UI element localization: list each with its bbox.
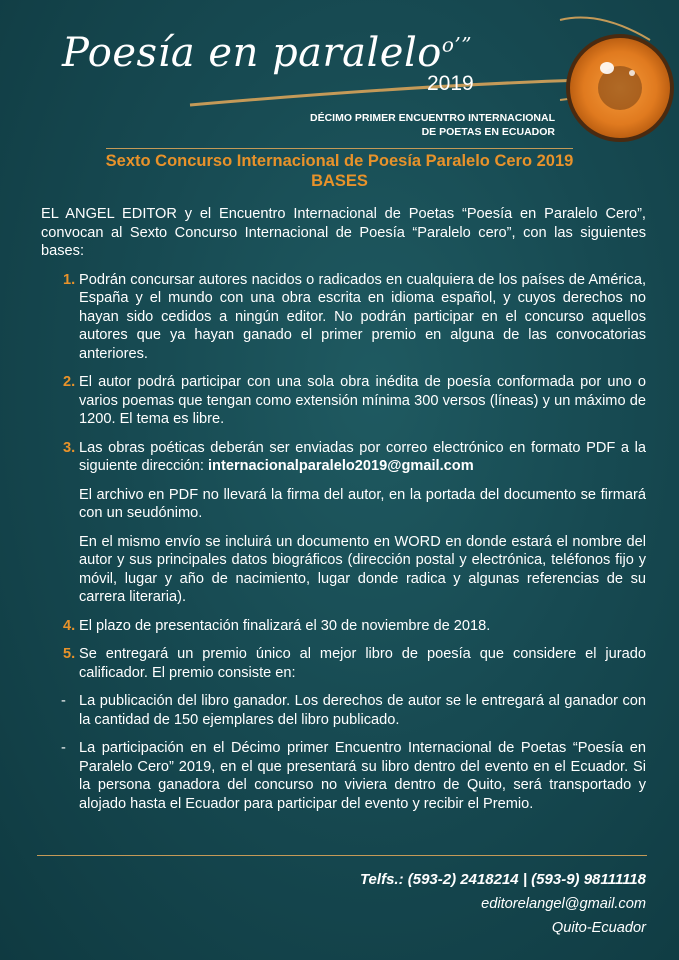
rule-item-3 bbox=[41, 439, 646, 476]
rule-text: El plazo de presentación finalizará el 30 de noviembre de 2018. bbox=[79, 617, 491, 634]
contact-city: Quito-Ecuador bbox=[551, 920, 646, 936]
prize-text: La participación en el Décimo primer Encuentro Internacional de Poetas “Poesía en Paralelo Cero” 2019, en el que presentará su libro dentro del evento en el Ecuador. Si la persona ganadora del concurso no viviera dentro de Quito, será transportado y alojado hasta el Ecuador para participar del evento y recibir el Premio. bbox=[79, 740, 646, 812]
rule-item-4 bbox=[41, 617, 646, 636]
rule-text: Podrán concursar autores nacidos o radicados en cualquiera de los países de América, España y el mundo con una obra escrita en idioma español, y cuyos derechos no hayan sido cedidos a ningún editor. No podrán participar en el concurso aquellos autores que ya hayan ganado el primer premio en alguna de las convocatorias anteriores. bbox=[79, 271, 646, 362]
header bbox=[0, 0, 679, 150]
rule-item-5 bbox=[41, 645, 646, 682]
rule-text: Las obras poéticas deberán ser enviadas por correo electrónico en formato PDF a la siguiente dirección: bbox=[79, 439, 646, 474]
logo-wordmark: Poesía en paralelo$^{o’”}$ bbox=[62, 30, 472, 76]
rule-3-note-word: En el mismo envío se incluirá un documento en WORD en donde estará el nombre del autor y sus principales datos biográficos (dirección postal y electrónica, teléfonos fijo y móvil, lugar y año de nacimiento, lugar donde radica y algunas referencias de su carrera literaria). bbox=[79, 533, 646, 605]
contact-email-link[interactable]: editorelangel@gmail.com bbox=[481, 896, 646, 912]
prize-item-participation bbox=[41, 739, 646, 813]
rule-number: 3. bbox=[63, 439, 76, 456]
prize-text: La publicación del libro ganador. Los derechos de autor se le entregará al ganador con la cantidad de 150 ejemplares del libro publicado. bbox=[79, 693, 646, 728]
contact-phones: Telfs.: (593-2) 2418214 | (593-9) 98111118 bbox=[359, 871, 646, 888]
intro-paragraph: EL ANGEL EDITOR y el Encuentro Internacional de Poetas “Poesía en Paralelo Cero”, convocan al Sexto Concurso Internacional de Poesía “Paralelo cero”, con las siguientes bases: bbox=[41, 206, 646, 259]
rule-3-note-pdf: El archivo en PDF no llevará la firma del autor, en la portada del documento se firmará con un seudónimo. bbox=[79, 486, 646, 521]
eye-highlight-small bbox=[629, 70, 635, 76]
footer-divider bbox=[37, 855, 647, 856]
prize-item-publication bbox=[41, 692, 646, 729]
rule-item-2 bbox=[41, 373, 646, 429]
rule-number: 1. bbox=[63, 271, 76, 288]
title-block bbox=[0, 148, 679, 191]
header-subtitle: DÉCIMO PRIMER ENCUENTRO INTERNACIONAL DE POETAS EN ECUADOR bbox=[309, 112, 555, 138]
rule-text: Se entregará un premio único al mejor libro de poesía que considere el jurado calificador. El premio consiste en: bbox=[79, 646, 646, 681]
contest-title: Sexto Concurso Internacional de Poesía Paralelo Cero 2019 bbox=[106, 148, 574, 171]
rule-text: El autor podrá participar con una sola obra inédita de poesía conformada por uno o varios poemas que tengan como extensión mínima 300 versos (líneas) y un máximo de 1200. El tema es libre. bbox=[79, 374, 646, 427]
header-year: 2019 bbox=[427, 72, 474, 95]
rules-content bbox=[41, 205, 646, 823]
rule-item-1 bbox=[41, 271, 646, 364]
dash-marker: - bbox=[61, 740, 66, 756]
bases-heading: BASES bbox=[311, 172, 368, 190]
eye-highlight-icon bbox=[600, 62, 614, 74]
rule-number: 5. bbox=[63, 646, 76, 662]
dash-marker: - bbox=[61, 693, 66, 709]
eye-lower-line bbox=[190, 80, 585, 105]
rule-number: 2. bbox=[63, 374, 76, 390]
footer-contact bbox=[360, 868, 646, 940]
rule-number: 4. bbox=[63, 617, 76, 634]
submission-email-link[interactable]: internacionalparalelo2019@gmail.com bbox=[208, 458, 474, 474]
